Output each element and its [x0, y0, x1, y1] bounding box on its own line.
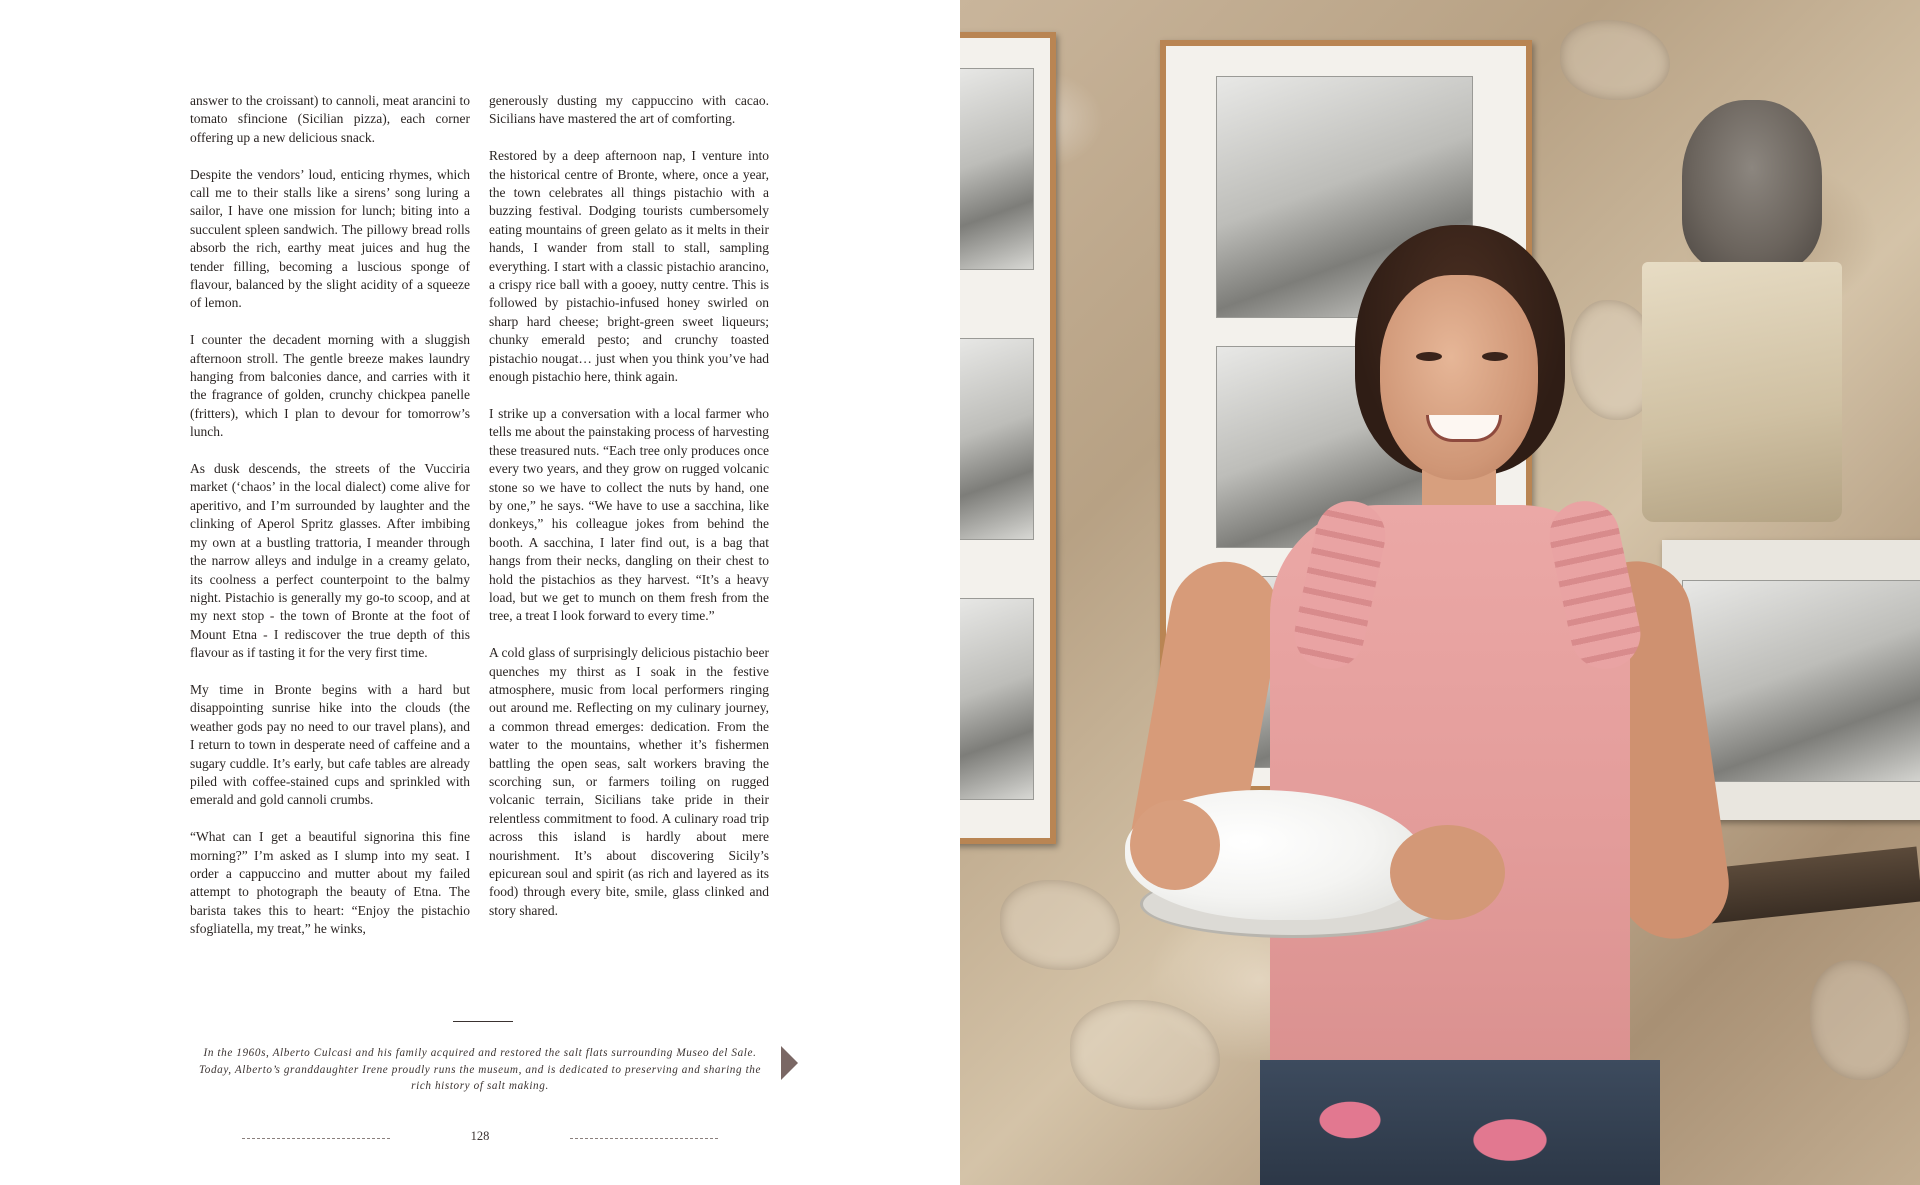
- face: [1380, 275, 1538, 480]
- article-column-1: [190, 92, 470, 939]
- stone-texture: [1070, 1000, 1220, 1110]
- footer-rule-left: [242, 1138, 390, 1139]
- hanging-sack: [1642, 262, 1842, 522]
- stone-texture: [1000, 880, 1120, 970]
- paragraph: As dusk descends, the streets of the Vucciria market (‘chaos’ in the local dialect) come alive for aperitivo, and I’m surrounded by laughter and the clinking of Aperol Spritz glasses. After imbibing my own at a bustling trattoria, I meander through the narrow alleys and indulge in a creamy gelato, its coolness a perfect counterpoint to the balmy night. Pistachio is generally my go-to scoop, and at my next stop - the town of Bronte at the foot of Mount Etna - I rediscover the true depth of this flavour as if tasting it for the very first time.: [190, 461, 470, 661]
- paragraph: Despite the vendors’ loud, enticing rhymes, which call me to their stalls like a sirens’ song luring a sailor, I have one mission for lunch; biting into a succulent spleen sandwich. The pillowy bread rolls absorb the rich, earthy meat juices and hug the tender filling, becoming a luscious sponge of flavour, balanced by the slight acidity of a squeeze of lemon.: [190, 166, 470, 311]
- portrait-photo: [960, 0, 1920, 1185]
- eye: [1416, 352, 1442, 361]
- paragraph: A cold glass of surprisingly delicious pistachio beer quenches my thirst as I soak in the festive atmosphere, music from local performers ringing out around me. Reflecting on my culinary journey, a common thread emerges: dedication. From the water to the mountains, whether it’s fishermen battling the open seas, salt workers braving the scorching sun, or farmers toiling on rugged volcanic terrain, Sicilians take pride in their relentless commitment to food. A culinary road trip across this island is hardly about mere nourishment. It’s about discovering Sicily’s epicurean soul and spirit (as rich and layered as its food) through every bite, smile, glass clinked and story shared.: [489, 645, 769, 918]
- stone-texture: [1560, 20, 1670, 100]
- framed-photo-left: [960, 32, 1056, 844]
- left-hand: [1130, 800, 1220, 890]
- section-divider: [453, 1021, 513, 1022]
- paragraph: answer to the croissant) to cannoli, meat arancini to tomato sfincione (Sicilian pizza), each corner offering up a new delicious snack.: [190, 93, 470, 145]
- eye: [1482, 352, 1508, 361]
- floral-skirt: [1260, 1060, 1660, 1185]
- page-number: 128: [470, 1129, 490, 1143]
- paragraph: I counter the decadent morning with a sluggish afternoon stroll. The gentle breeze makes laundry hanging from balconies dance, and carries with it the fragrance of golden, crunchy chickpea panelle (fritters), which I plan to devour for tomorrow’s lunch.: [190, 332, 470, 440]
- photo-caption: In the 1960s, Alberto Culcasi and his family acquired and restored the salt flats surrounding Museo del Sale. Today, Alberto’s granddaughter Irene proudly runs the museum, and is dedicated to preserving and sharing the rich history of salt making.: [198, 1047, 762, 1092]
- hanging-hat: [1682, 100, 1822, 270]
- footer-rule-right: [570, 1138, 718, 1139]
- stone-texture: [1810, 960, 1910, 1080]
- paragraph: I strike up a conversation with a local farmer who tells me about the painstaking process of harvesting these treasured nuts. “Each tree only produces once every two years, and they grow on rugged volcanic stone so we have to collect the nuts by hand, one by one,” he says. “We have to use a sacchina, like donkeys,” his colleague jokes from behind the booth. A sacchina, I later find out, is a bag that hangs from their necks, dangling on their chest to hold the pistachios as they harvest. “It’s a heavy load, but we get to munch on them fresh from the tree, a treat I look forward to every time.”: [489, 405, 769, 624]
- triangle-right-icon: [781, 1046, 798, 1080]
- paragraph: “What can I get a beautiful signorina this fine morning?” I’m asked as I slump into my seat. I order a cappuccino and mutter about my failed attempt to photograph the beauty of Etna. The barista takes this to heart: “Enjoy the pistachio sfogliatella, my treat,” he winks,: [190, 829, 470, 937]
- paragraph: My time in Bronte begins with a hard but disappointing sunrise hike into the clouds (the weather gods pay no need to our travel plans), and I return to town in desperate need of caffeine and a sugary cuddle. It’s early, but cafe tables are already piled with coffee-stained cups and sprinkled with emerald and gold cannoli crumbs.: [190, 681, 470, 808]
- paragraph: generously dusting my cappuccino with cacao. Sicilians have mastered the art of comforting.: [489, 93, 769, 127]
- paragraph: Restored by a deep afternoon nap, I venture into the historical centre of Bronte, where, once a year, the town celebrates all things pistachio with a buzzing festival. Dodging tourists cumbersomely eating mountains of green gelato as it melts in their hands, I wander from stall to stall, sampling everything. I start with a classic pistachio arancino, a crispy rice ball with a gooey, nutty centre. This is followed by pistachio-infused honey swirled on sharp hard cheese; bright-green sweet liqueurs; chunky emerald pesto; and crunchy toasted pistachio nougat… just when you think you’ve had enough pistachio here, think again.: [489, 148, 769, 385]
- article-column-2: [489, 92, 769, 920]
- right-hand: [1390, 825, 1505, 920]
